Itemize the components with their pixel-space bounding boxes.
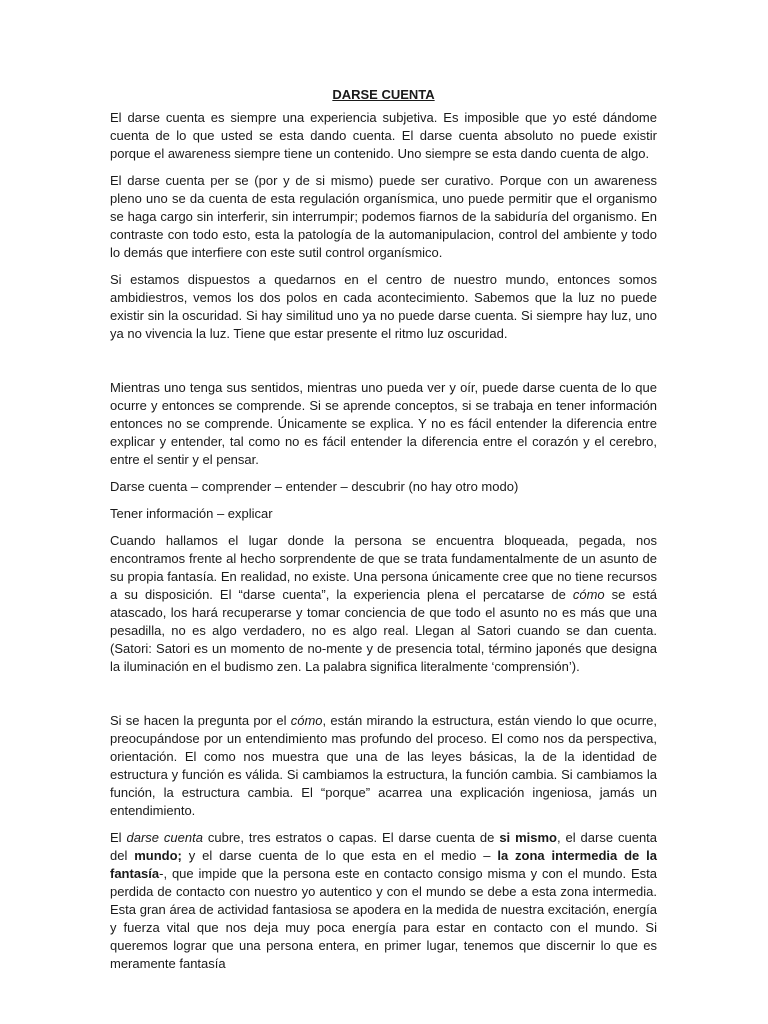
paragraph-9-text-d: y el darse cuenta de lo que esta en el medio – <box>181 848 498 863</box>
paragraph-9-emphasis: darse cuenta <box>126 830 203 845</box>
paragraph-5: Darse cuenta – comprender – entender – descubrir (no hay otro modo) <box>110 479 519 494</box>
paragraph-8-text-a: Si se hacen la pregunta por el <box>110 713 291 728</box>
paragraph-3: Si estamos dispuestos a quedarnos en el centro de nuestro mundo, entonces somos ambidiestros, vemos los dos polos en cada acontecimiento. Sabemos que la luz no puede existir sin la oscuridad. Si hay similitud uno ya no puede darse cuenta. Si siempre hay luz, uno ya no vivencia la luz. Tiene que estar presente el ritmo luz oscuridad. <box>110 272 657 341</box>
paragraph-8 <box>110 712 657 820</box>
paragraph-4: Mientras uno tenga sus sentidos, mientras uno pueda ver y oír, puede darse cuenta de lo que ocurre y entonces se comprende. Si se aprende conceptos, si se trabaja en tener información entonces no se comprende. Únicamente se explica. Y no es fácil entender la diferencia entre explicar y entender, tal como no es fácil entender la diferencia entre el corazón y el cerebro, entre el sentir y el pensar. <box>110 380 657 467</box>
paragraph-7-emphasis: cómo <box>572 587 605 602</box>
document-title: DARSE CUENTA <box>332 87 435 102</box>
paragraph-2: El darse cuenta per se (por y de si mismo) puede ser curativo. Porque con un awareness pleno uno se da cuenta de esta regulación organísmica, uno puede permitir que el organismo se haga cargo sin interferir, sin interrumpir; podemos fiarnos de la sabiduría del organismo. En contraste con todo esto, esta la patología de la automanipulacion, control del ambiente y todo lo demás que interfiere con este sutil control organísmico. <box>110 173 657 260</box>
paragraph-7-text-a: Cuando hallamos el lugar donde la persona se encuentra bloqueada, pegada, nos encontramos frente al hecho sorprendente de que se trata fundamentalmente de un asunto de su propia fantasía. En realidad, no existe. Una persona únicamente cree que no tiene recursos a su disposición. El “darse cuenta”, la experiencia plena el percatarse de <box>110 533 657 602</box>
paragraph-9 <box>110 829 657 973</box>
blank-line <box>110 685 657 712</box>
paragraph-9-bold-3: la zona intermedia de la fantasía <box>110 848 657 881</box>
paragraph-8-text-b: , están mirando la estructura, están viendo lo que ocurre, preocupándose por un entendimiento mas profundo del proceso. El como nos da perspectiva, orientación. El como nos muestra que una de las leyes básicas, la de la identidad de estructura y función es válida. Si cambiamos la estructura, la función cambia. Si cambiamos la función, la estructura cambia. El “porque” acarrea una explicación ingeniosa, jamás un entendimiento. <box>110 713 658 818</box>
paragraph-9-text-b: cubre, tres estratos o capas. El darse cuenta de <box>202 830 500 845</box>
paragraph-7-text-b: se está atascado, los hará recuperarse y tomar conciencia de que todo el asunto no es más que una pesadilla, no es algo verdadero, no es algo real. Llegan al Satori cuando se dan cuenta. (Satori: Satori es un momento de no-mente y de presencia total, término japonés que designa la iluminación en el budismo zen. La palabra significa literalmente ‘comprensión’). <box>110 587 657 674</box>
paragraph-8-emphasis: cómo <box>290 713 323 728</box>
paragraph-9-bold-1: si mismo <box>499 830 557 845</box>
paragraph-9-text-c: , el darse cuenta del <box>110 830 658 863</box>
paragraph-9-bold-2: mundo; <box>134 848 182 863</box>
paragraph-1: El darse cuenta es siempre una experiencia subjetiva. Es imposible que yo esté dándome cuenta de lo que usted se esta dando cuenta. El darse cuenta absoluto no puede existir porque el awareness siempre tiene un contenido. Uno siempre se esta dando cuenta de algo. <box>110 110 657 161</box>
paragraph-9-text-e: -, que impide que la persona este en contacto consigo misma y con el mundo. Esta perdida de contacto con nuestro yo autentico y con el mundo se debe a esta zona intermedia. Esta gran área de actividad fantasiosa se apodera en la medida de nuestra excitación, energía y fuerza vital que nos deja muy poca energía para estar en contacto con el mundo. Si queremos lograr que una persona entera, en primer lugar, tenemos que discernir lo que es meramente fantasía <box>110 866 657 971</box>
paragraph-7 <box>110 532 657 676</box>
paragraph-6: Tener información – explicar <box>110 506 273 521</box>
paragraph-9-text-a: El <box>110 830 127 845</box>
blank-line <box>110 352 657 379</box>
